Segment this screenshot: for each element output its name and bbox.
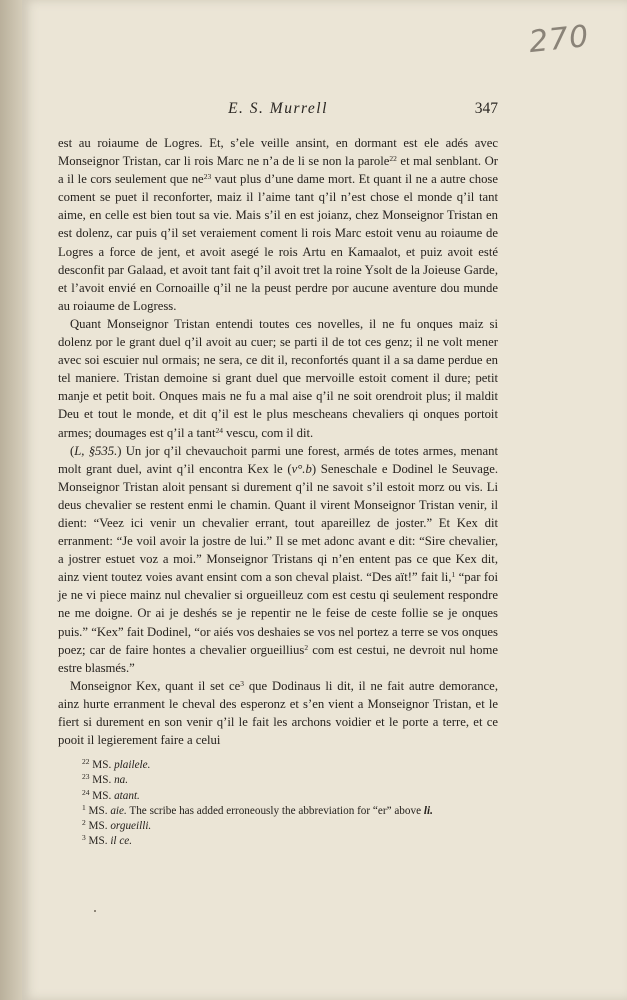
text-run: vaut plus d’une dame mort. Et quant il ne a autre chose coment se puet il reconforter, maiz il l’aime tant q’il n’est chose el monde q’il tant aime, en celle est bien tout sa vie. Mais s’il en est joianz, chez Monseignor Tristan en est dolenz, car puis q’il set veraiement coment li rois Marc estoit venu au roiaume de Logres a force de jent, et avoit asegé le rois Artu en Kamaalot, et puiz avoit esté desconfit par Galaad, et avoit tant fait q’il avoit tret la roine Ysolt de la Joieuse Garde, et l’avoit envié en Cornoaille q’il ne la peust perdre por aucune aventure dou munde au roiaume de Logress. [58, 172, 498, 313]
paragraph [58, 677, 498, 749]
body-text [58, 134, 498, 749]
footnote-number: 1 [82, 802, 86, 812]
footnote-number: 24 [82, 787, 90, 797]
paragraph [58, 134, 498, 315]
footnote-text: The scribe has added erroneously the abbreviation for “er” above [126, 804, 424, 817]
footnote-ref: 1 [451, 570, 456, 580]
footnote-ref: 22 [389, 154, 397, 164]
footnote-label: MS. [92, 774, 112, 787]
footnote-label: MS. [88, 820, 108, 833]
page-edge-shadow [0, 0, 22, 1000]
footnote-text: plailele. [114, 759, 151, 771]
footnote-label: MS. [88, 835, 108, 848]
footnote-label: MS. [92, 759, 112, 771]
footnote-text: li. [423, 804, 433, 817]
text-run: Monseignor Kex, quant il set ce [70, 678, 241, 693]
paper-speck [94, 910, 96, 912]
footnotes [82, 758, 502, 850]
text-run: est au roiaume de Logres. Et, s’ele veille ansint, en dormant est ele adés avec Monseignor Tristan, car li rois Marc ne n’a de li se non la parole [58, 136, 498, 169]
text-run: ( [70, 443, 75, 458]
text-run: vescu, com il dit. [223, 425, 314, 440]
running-title: E. S. Murrell [228, 100, 328, 117]
paragraph [58, 442, 498, 677]
running-header [58, 100, 498, 122]
footnote-ref: 24 [215, 425, 223, 435]
text-run: “par foi je ne vi piece mainz nul chevalier si orgueilleuz com est cestu qi seulement respondre ne me doigne. Or ai je deshés se je repentir ne le feise de ceste follie se je onques puis.” “Kex” fait Dodinel, “or aiés vos deshaies se vos nel portez a terre se vos onques poez; car de faire hontes a chevalier orgueillius [58, 570, 498, 657]
text-run: ) Un jor q’il chevauchoit parmi une forest, armés de totes armes, menant molt grant duel, avint q’il encontra Kex le ( [58, 443, 498, 476]
text-run: et mal senblant. Or a il le cors seulement que ne [58, 154, 498, 187]
source-reference: L, §535. [74, 443, 118, 458]
footnote [82, 819, 502, 834]
footnote-number: 3 [82, 833, 86, 843]
text-run: Quant Monseignor Tristan entendi toutes ces novelles, il ne fu onques maiz si dolenz por le grant duel q’il avoit au cuer; se parti il de tot ces genz; il ne volt mener avec soi escuier nul ormais; ne sera, ce dit il, reconfortés quant il a sa dame perdue en tel maniere. Tristan demoine si grant duel que mervoille estoit coment il dure; petit manje et petit boit. Onques mais ne fu a mal aise q’il ne soit orendroit plus; il maldit Deu et tout le monde, et dit q’il est le plus mescheans chevaliers qi onques portoit armes; doumages est q’il a tant [58, 316, 498, 440]
footnote-label: MS. [92, 789, 112, 802]
footnote-number: 2 [82, 818, 86, 828]
footnote-text: atant. [114, 789, 140, 802]
footnote-number: 23 [82, 772, 90, 782]
footnote-text: orgueilli. [110, 820, 152, 833]
footnote [82, 758, 502, 773]
page-number: 347 [474, 100, 498, 117]
footnote [82, 789, 502, 804]
footnote-text: il ce. [110, 835, 133, 848]
paragraph [58, 315, 498, 442]
footnote-ref: 2 [304, 642, 309, 652]
footnote-ref: 3 [240, 678, 245, 688]
text-run: ) Seneschale e Dodinel le Seuvage. Monseignor Tristan aloit pensant si durement q’il ne savoit s’il estoit morz ou vis. Li deus chevalier se restent enmi le chamin. Quant il virent Monseignor Tristan venir, il dient: “Veez ici venir un chevalier errant, tout apareillez de joster.” Et Kex dit erranment: “Je voil avoir la jostre de lui.” Il se met adonc avant e dit: “Sire chevalier, a jostrer estuet voz a moi.” Monseignor Tristans qi n’en entent pas ce que Kex dit, ainz vient toutez voies avant ensint com a son cheval plaist. “Des aït!” fait li, [58, 461, 498, 585]
footnote [82, 804, 502, 819]
folio-reference: v°.b [291, 461, 312, 476]
pencil-folio-number: 270 [527, 18, 591, 61]
footnote-ref: 23 [203, 172, 212, 182]
text-run: com est cestui, ne devroit nul home estre blasmés.” [58, 642, 498, 675]
footnote [82, 773, 502, 788]
text-run: que Dodinaus li dit, il ne fait autre demorance, ainz hurte erranment le cheval des esperonz et s’en vient a Monseignor Tristan, et le fiert si durement en son venir q’il le fait les archons voidier et le porte a terre, et ce pooit il legierement faire a celui [58, 678, 498, 748]
footnote [82, 834, 502, 849]
footnote-number: 22 [82, 757, 90, 766]
footnote-label: MS. [88, 804, 108, 817]
footnote-text: na. [114, 774, 129, 787]
footnote-text: aie. [110, 804, 127, 817]
